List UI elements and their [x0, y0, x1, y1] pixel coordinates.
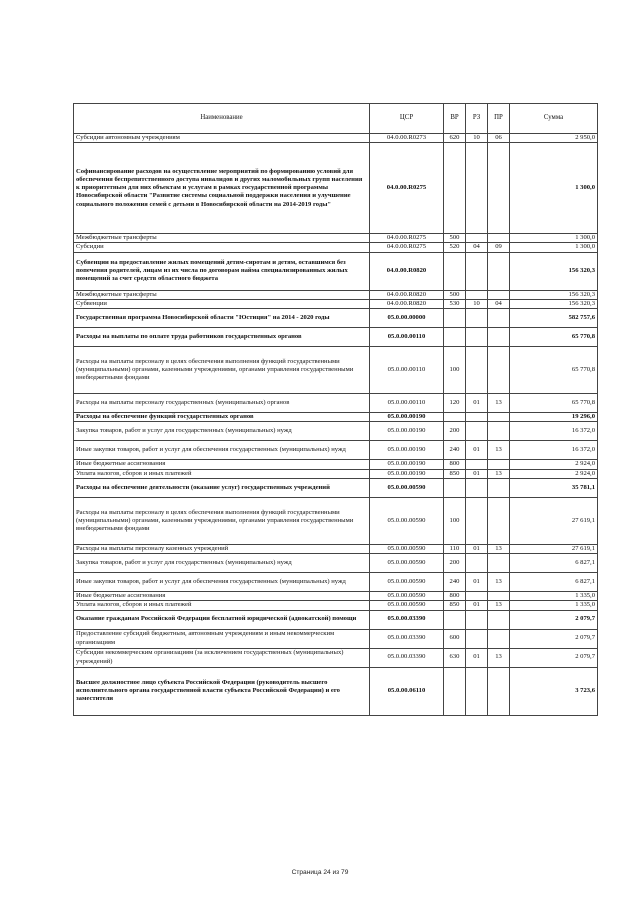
table-row — [74, 234, 598, 243]
cell-vr: 100 — [444, 497, 466, 544]
cell-name: Расходы на обеспечение деятельности (оказание услуг) государственных учреждений — [74, 478, 370, 497]
cell-sum: 2 079,7 — [510, 648, 598, 667]
cell-pr — [488, 592, 510, 601]
cell-rz — [466, 610, 488, 629]
cell-name: Межбюджетные трансферты — [74, 234, 370, 243]
cell-name: Иные бюджетные ассигнования — [74, 592, 370, 601]
budget-table — [73, 103, 598, 716]
cell-sum: 19 296,0 — [510, 413, 598, 422]
cell-csr: 04.0.00.R0820 — [370, 299, 444, 308]
table-row — [74, 497, 598, 544]
cell-rz: 01 — [466, 469, 488, 478]
cell-rz: 01 — [466, 544, 488, 553]
cell-name: Закупка товаров, работ и услуг для государственных (муниципальных) нужд — [74, 422, 370, 441]
header-rz: РЗ — [466, 104, 488, 134]
cell-name: Межбюджетные трансферты — [74, 290, 370, 299]
cell-rz — [466, 478, 488, 497]
cell-csr: 05.0.00.03390 — [370, 629, 444, 648]
cell-pr: 13 — [488, 601, 510, 610]
cell-name: Оказание гражданам Российской Федерации бесплатной юридической (адвокатской) помощи — [74, 610, 370, 629]
cell-vr: 800 — [444, 460, 466, 469]
cell-name: Расходы на выплаты персоналу государственных (муниципальных) органов — [74, 394, 370, 413]
cell-rz — [466, 554, 488, 573]
table-row — [74, 328, 598, 347]
cell-csr: 05.0.00.00110 — [370, 347, 444, 394]
cell-name: Иные бюджетные ассигнования — [74, 460, 370, 469]
cell-pr: 13 — [488, 441, 510, 460]
cell-pr: 13 — [488, 648, 510, 667]
cell-csr: 05.0.00.03390 — [370, 610, 444, 629]
table-row — [74, 573, 598, 592]
cell-sum: 3 723,6 — [510, 667, 598, 715]
cell-pr — [488, 309, 510, 328]
cell-csr: 04.0.00.R0273 — [370, 134, 444, 143]
cell-rz: 01 — [466, 441, 488, 460]
cell-rz: 01 — [466, 394, 488, 413]
cell-csr: 05.0.00.00590 — [370, 601, 444, 610]
table-row — [74, 441, 598, 460]
cell-rz: 10 — [466, 299, 488, 308]
table-row — [74, 134, 598, 143]
cell-sum: 156 320,3 — [510, 252, 598, 290]
table-row — [74, 629, 598, 648]
cell-vr: 520 — [444, 243, 466, 252]
cell-csr: 05.0.00.03390 — [370, 648, 444, 667]
cell-pr: 06 — [488, 134, 510, 143]
cell-sum: 582 757,6 — [510, 309, 598, 328]
cell-name: Субсидии некоммерческим организациям (за исключением государственных (муниципальных) учреждений) — [74, 648, 370, 667]
cell-pr — [488, 610, 510, 629]
cell-pr — [488, 478, 510, 497]
table-row — [74, 243, 598, 252]
cell-csr: 05.0.00.00000 — [370, 309, 444, 328]
cell-vr — [444, 413, 466, 422]
cell-pr — [488, 252, 510, 290]
cell-vr: 850 — [444, 469, 466, 478]
table-row — [74, 610, 598, 629]
cell-csr: 04.0.00.R0275 — [370, 243, 444, 252]
cell-pr — [488, 143, 510, 234]
cell-pr — [488, 234, 510, 243]
cell-rz: 01 — [466, 648, 488, 667]
cell-sum: 156 320,3 — [510, 290, 598, 299]
cell-name: Иные закупки товаров, работ и услуг для обеспечения государственных (муниципальных) нужд — [74, 573, 370, 592]
cell-sum: 156 320,3 — [510, 299, 598, 308]
table-row — [74, 592, 598, 601]
cell-vr: 530 — [444, 299, 466, 308]
cell-csr: 04.0.00.R0275 — [370, 234, 444, 243]
cell-csr: 05.0.00.00590 — [370, 497, 444, 544]
cell-name: Предоставление субсидий бюджетным, автономным учреждениям и иным некоммерческим организациям — [74, 629, 370, 648]
cell-rz — [466, 234, 488, 243]
cell-vr — [444, 328, 466, 347]
cell-pr: 09 — [488, 243, 510, 252]
table-row — [74, 143, 598, 234]
cell-rz — [466, 629, 488, 648]
cell-vr: 620 — [444, 134, 466, 143]
cell-vr: 500 — [444, 290, 466, 299]
cell-vr: 110 — [444, 544, 466, 553]
cell-csr: 05.0.00.00190 — [370, 422, 444, 441]
cell-csr: 05.0.00.00590 — [370, 478, 444, 497]
cell-pr — [488, 347, 510, 394]
table-row — [74, 667, 598, 715]
cell-rz — [466, 413, 488, 422]
cell-rz — [466, 497, 488, 544]
cell-csr: 05.0.00.00590 — [370, 573, 444, 592]
cell-csr: 05.0.00.00590 — [370, 544, 444, 553]
cell-sum: 2 079,7 — [510, 610, 598, 629]
cell-name: Закупка товаров, работ и услуг для государственных (муниципальных) нужд — [74, 554, 370, 573]
table-row — [74, 309, 598, 328]
table-row — [74, 469, 598, 478]
cell-vr: 240 — [444, 573, 466, 592]
cell-rz — [466, 290, 488, 299]
cell-csr: 05.0.00.00590 — [370, 592, 444, 601]
table-row — [74, 601, 598, 610]
table-row — [74, 252, 598, 290]
header-vr: ВР — [444, 104, 466, 134]
cell-rz — [466, 328, 488, 347]
cell-name: Субвенции на предоставление жилых помещений детям-сиротам и детям, оставшимся без попечения родителей, лицам из их числа по договорам найма специализированных жилых помещений за счет средств областного бюджета — [74, 252, 370, 290]
cell-name: Уплата налогов, сборов и иных платежей — [74, 469, 370, 478]
cell-rz — [466, 309, 488, 328]
cell-csr: 05.0.00.00190 — [370, 441, 444, 460]
cell-name: Государственная программа Новосибирской области "Юстиция" на 2014 - 2020 годы — [74, 309, 370, 328]
cell-pr — [488, 460, 510, 469]
cell-pr — [488, 290, 510, 299]
cell-name: Высшее должностное лицо субъекта Российской Федерации (руководитель высшего исполнительного органа государственной власти субъекта Российской Федерации) и его заместители — [74, 667, 370, 715]
header-sum: Сумма — [510, 104, 598, 134]
cell-sum: 6 827,1 — [510, 554, 598, 573]
cell-sum: 27 619,1 — [510, 544, 598, 553]
cell-rz: 01 — [466, 601, 488, 610]
cell-pr: 04 — [488, 299, 510, 308]
cell-pr — [488, 413, 510, 422]
cell-pr: 13 — [488, 469, 510, 478]
cell-name: Расходы на выплаты по оплате труда работников государственных органов — [74, 328, 370, 347]
cell-vr: 100 — [444, 347, 466, 394]
cell-pr — [488, 497, 510, 544]
cell-sum: 2 950,0 — [510, 134, 598, 143]
cell-sum: 1 335,0 — [510, 592, 598, 601]
cell-rz: 01 — [466, 573, 488, 592]
cell-pr — [488, 629, 510, 648]
cell-csr: 04.0.00.R0820 — [370, 252, 444, 290]
table-row — [74, 347, 598, 394]
cell-rz — [466, 592, 488, 601]
cell-pr: 13 — [488, 544, 510, 553]
cell-sum: 16 372,0 — [510, 441, 598, 460]
table-row — [74, 460, 598, 469]
cell-csr: 05.0.00.00190 — [370, 469, 444, 478]
cell-rz: 10 — [466, 134, 488, 143]
cell-vr: 240 — [444, 441, 466, 460]
table-row — [74, 648, 598, 667]
cell-vr — [444, 478, 466, 497]
cell-vr: 600 — [444, 629, 466, 648]
cell-rz — [466, 422, 488, 441]
header-name: Наименование — [74, 104, 370, 134]
header-csr: ЦСР — [370, 104, 444, 134]
cell-sum: 1 300,0 — [510, 234, 598, 243]
cell-rz: 04 — [466, 243, 488, 252]
cell-vr: 120 — [444, 394, 466, 413]
table-row — [74, 299, 598, 308]
cell-pr — [488, 667, 510, 715]
cell-name: Расходы на обеспечение функций государственных органов — [74, 413, 370, 422]
cell-rz — [466, 252, 488, 290]
cell-vr — [444, 610, 466, 629]
cell-name: Уплата налогов, сборов и иных платежей — [74, 601, 370, 610]
cell-rz — [466, 460, 488, 469]
cell-sum: 6 827,1 — [510, 573, 598, 592]
header-pr: ПР — [488, 104, 510, 134]
cell-pr: 13 — [488, 573, 510, 592]
cell-sum: 65 770,8 — [510, 347, 598, 394]
cell-vr: 800 — [444, 592, 466, 601]
cell-sum: 16 372,0 — [510, 422, 598, 441]
cell-csr: 05.0.00.00590 — [370, 554, 444, 573]
cell-vr: 200 — [444, 554, 466, 573]
cell-vr: 200 — [444, 422, 466, 441]
cell-vr — [444, 667, 466, 715]
cell-vr: 500 — [444, 234, 466, 243]
cell-vr: 850 — [444, 601, 466, 610]
cell-pr — [488, 328, 510, 347]
cell-sum: 35 781,1 — [510, 478, 598, 497]
table-row — [74, 544, 598, 553]
cell-name: Расходы на выплаты персоналу в целях обеспечения выполнения функций государственными (муниципальными) органами, казенными учреждениями, органами управления государственными внебюджетными фондами — [74, 347, 370, 394]
cell-csr: 05.0.00.00190 — [370, 460, 444, 469]
cell-sum: 2 924,0 — [510, 469, 598, 478]
table-row — [74, 290, 598, 299]
table-row — [74, 422, 598, 441]
table-header-row — [74, 104, 598, 134]
cell-rz — [466, 347, 488, 394]
cell-sum: 1 300,0 — [510, 143, 598, 234]
cell-vr — [444, 143, 466, 234]
cell-name: Расходы на выплаты персоналу в целях обеспечения выполнения функций государственными (муниципальными) органами, казенными учреждениями, органами управления государственными внебюджетными фондами — [74, 497, 370, 544]
cell-name: Субсидии автономным учреждениям — [74, 134, 370, 143]
cell-name: Расходы на выплаты персоналу казенных учреждений — [74, 544, 370, 553]
table-row — [74, 394, 598, 413]
cell-csr: 05.0.00.00110 — [370, 328, 444, 347]
cell-vr — [444, 309, 466, 328]
cell-sum: 65 770,8 — [510, 328, 598, 347]
cell-csr: 05.0.00.00110 — [370, 394, 444, 413]
cell-rz — [466, 667, 488, 715]
cell-name: Субсидии — [74, 243, 370, 252]
table-row — [74, 413, 598, 422]
cell-sum: 2 079,7 — [510, 629, 598, 648]
cell-vr — [444, 252, 466, 290]
cell-name: Софинансирование расходов на осуществление мероприятий по формированию условий для обеспечения беспрепятственного доступа инвалидов и других маломобильных групп населения к приоритетным для них объектам и услугам в рамках государственной программы Новосибирской области "Развитие системы социальной поддержки населения и улучшение социального положения семей с детьми в Новосибирской области на 2014-2019 годы" — [74, 143, 370, 234]
cell-sum: 27 619,1 — [510, 497, 598, 544]
cell-csr: 04.0.00.R0820 — [370, 290, 444, 299]
cell-csr: 05.0.00.06110 — [370, 667, 444, 715]
cell-name: Иные закупки товаров, работ и услуг для обеспечения государственных (муниципальных) нужд — [74, 441, 370, 460]
table-row — [74, 554, 598, 573]
table-row — [74, 478, 598, 497]
cell-sum: 1 300,0 — [510, 243, 598, 252]
cell-sum: 65 770,8 — [510, 394, 598, 413]
cell-pr — [488, 554, 510, 573]
cell-rz — [466, 143, 488, 234]
cell-csr: 05.0.00.00190 — [370, 413, 444, 422]
cell-sum: 2 924,0 — [510, 460, 598, 469]
cell-pr: 13 — [488, 394, 510, 413]
cell-vr: 630 — [444, 648, 466, 667]
cell-name: Субвенции — [74, 299, 370, 308]
cell-pr — [488, 422, 510, 441]
table-body — [74, 134, 598, 716]
cell-csr: 04.0.00.R0275 — [370, 143, 444, 234]
cell-sum: 1 335,0 — [510, 601, 598, 610]
page-number: Страница 24 из 79 — [291, 869, 349, 876]
